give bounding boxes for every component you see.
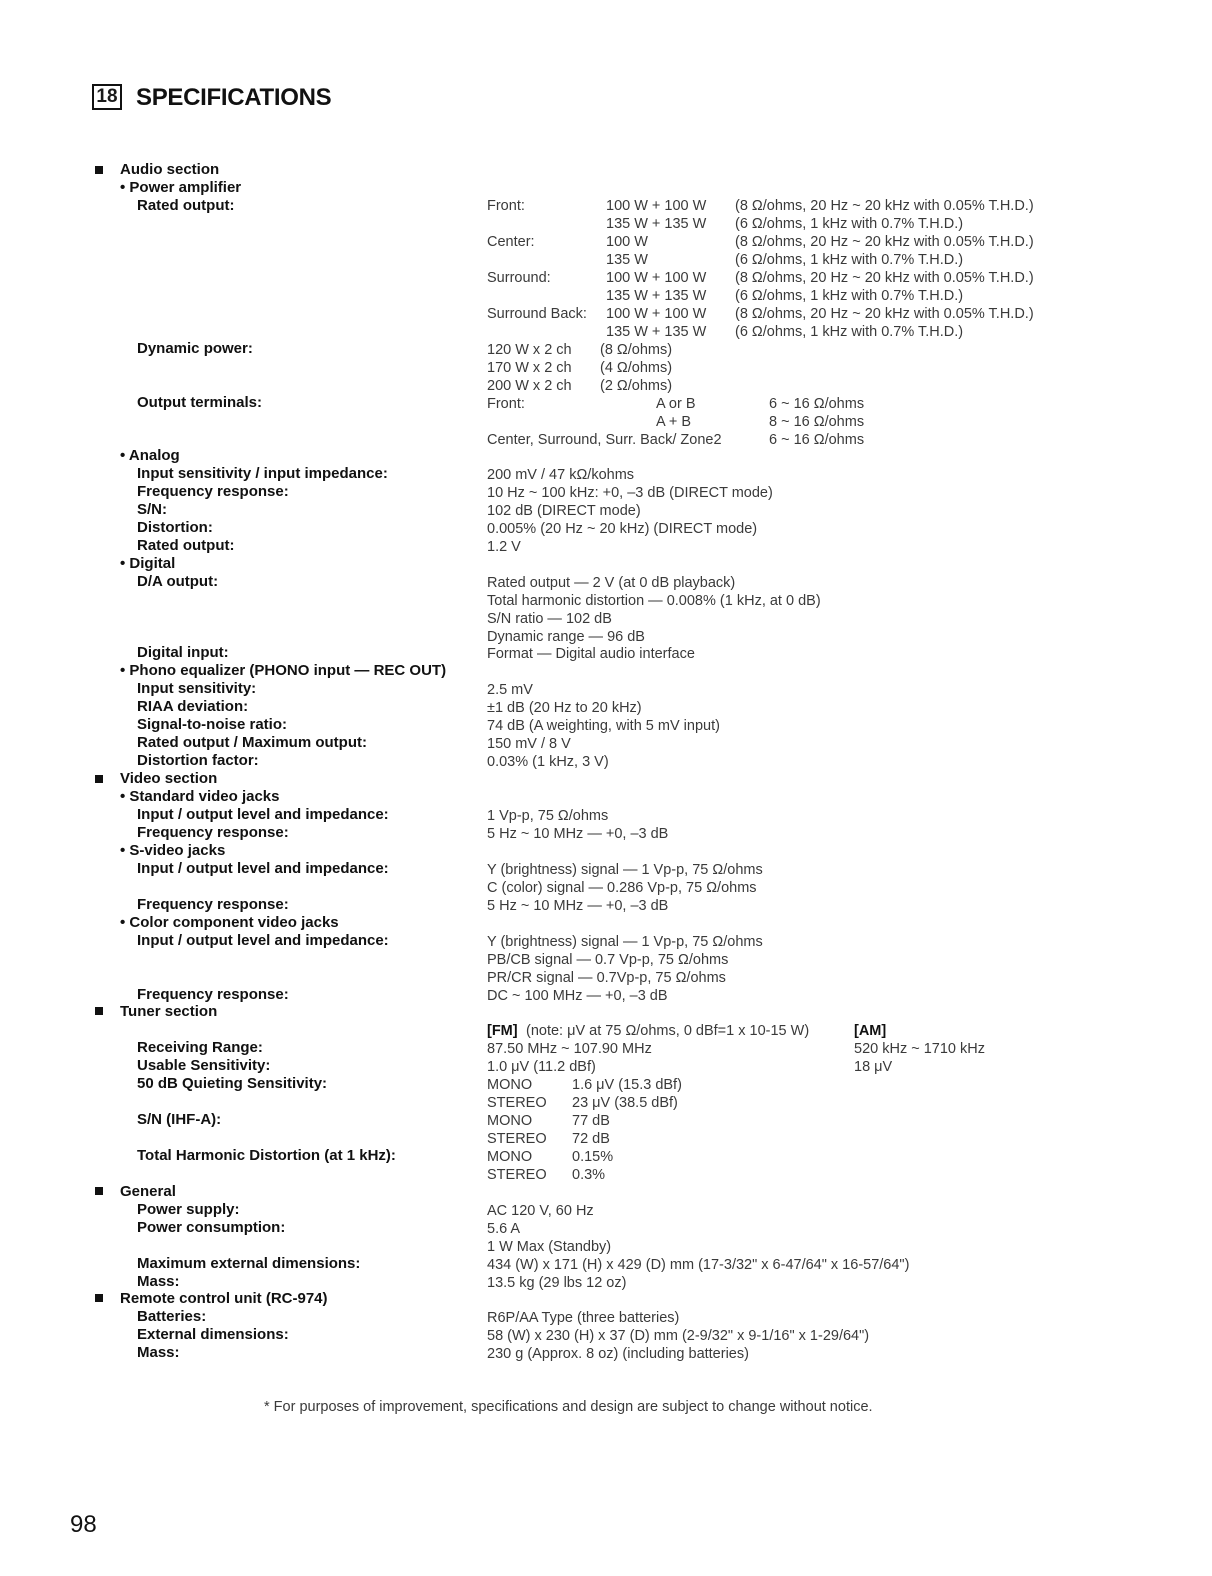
output-terminal-mode: A or B — [656, 396, 696, 412]
std-io-value: 1 Vp-p, 75 Ω/ohms — [487, 808, 609, 824]
page-number: 98 — [70, 1511, 97, 1538]
rated-output-condition: (6 Ω/ohms, 1 kHz with 0.7% T.H.D.) — [735, 288, 964, 304]
receiving-range-label: Receiving Range: — [137, 1039, 263, 1056]
output-terminal-channel: Center, Surround, Surr. Back/ Zone2 — [487, 432, 722, 448]
rated-output-condition: (6 Ω/ohms, 1 kHz with 0.7% T.H.D.) — [735, 216, 964, 232]
fm-usable-value: 1.0 μV (11.2 dBf) — [487, 1059, 596, 1075]
fm-note: (note: μV at 75 Ω/ohms, 0 dBf=1 x 10-15 W) — [526, 1023, 810, 1039]
std-freq-response-label: Frequency response: — [137, 824, 289, 841]
comp-y-value: Y (brightness) signal — 1 Vp-p, 75 Ω/ohms — [487, 934, 763, 950]
analog-rated-output-label: Rated output: — [137, 537, 235, 554]
max-dimensions-label: Maximum external dimensions: — [137, 1255, 361, 1272]
output-terminals-label: Output terminals: — [137, 394, 263, 411]
rated-output-power: 100 W + 100 W — [606, 306, 707, 322]
sn-ihf-label: S/N (IHF-A): — [137, 1111, 222, 1128]
output-terminal-impedance: 6 ~ 16 Ω/ohms — [769, 432, 865, 448]
power-consumption-value: 5.6 A — [487, 1221, 521, 1237]
external-dimensions-label: External dimensions: — [137, 1326, 289, 1343]
general-heading: General — [120, 1183, 176, 1200]
svideo-c-value: C (color) signal — 0.286 Vp-p, 75 Ω/ohms — [487, 880, 757, 896]
std-freq-value: 5 Hz ~ 10 MHz — +0, –3 dB — [487, 826, 669, 842]
power-supply-label: Power supply: — [137, 1201, 240, 1218]
rated-output-power: 135 W + 135 W — [606, 216, 707, 232]
dynamic-power-value: 120 W x 2 ch — [487, 342, 572, 358]
remote-control-heading: Remote control unit (RC-974) — [120, 1290, 328, 1307]
section-number-box — [92, 84, 122, 110]
rated-output-power: 100 W + 100 W — [606, 270, 707, 286]
remote-mass-label: Mass: — [137, 1344, 180, 1361]
dynamic-power-value: 200 W x 2 ch — [487, 378, 572, 394]
rated-output-channel: Surround Back: — [487, 306, 587, 322]
batteries-value: R6P/AA Type (three batteries) — [487, 1310, 680, 1326]
std-io-level-label: Input / output level and impedance: — [137, 806, 389, 823]
power-amplifier-heading: • Power amplifier — [120, 179, 242, 196]
analog-input-value: 200 mV / 47 kΩ/kohms — [487, 467, 635, 483]
tuner-mode: STEREO — [487, 1131, 547, 1147]
svideo-freq-value: 5 Hz ~ 10 MHz — +0, –3 dB — [487, 898, 669, 914]
page-title: SPECIFICATIONS — [136, 84, 332, 111]
phono-input-sensitivity-label: Input sensitivity: — [137, 680, 257, 697]
rated-output-power: 100 W — [606, 234, 648, 250]
section-number: 18 — [96, 86, 118, 107]
remote-mass-value: 230 g (Approx. 8 oz) (including batteries) — [487, 1346, 749, 1362]
phono-rated-value: 150 mV / 8 V — [487, 736, 571, 752]
da-thd-value: Total harmonic distortion — 0.008% (1 kHz, at 0 dB) — [487, 593, 821, 609]
digital-heading: • Digital — [120, 555, 176, 572]
tuner-section-bullet — [95, 1007, 103, 1015]
remote-dimensions-value: 58 (W) x 230 (H) x 37 (D) mm (2-9/32" x 9-1/16" x 1-29/64") — [487, 1328, 870, 1344]
rated-output-power: 135 W — [606, 252, 648, 268]
comp-freq-response-label: Frequency response: — [137, 986, 289, 1003]
mass-value: 13.5 kg (29 lbs 12 oz) — [487, 1275, 627, 1291]
standby-value: 1 W Max (Standby) — [487, 1239, 612, 1255]
mass-label: Mass: — [137, 1273, 180, 1290]
tuner-mode-value: 0.15% — [572, 1149, 614, 1165]
analog-sn-value: 102 dB (DIRECT mode) — [487, 503, 641, 519]
analog-rated-value: 1.2 V — [487, 539, 521, 555]
rated-output-power: 100 W + 100 W — [606, 198, 707, 214]
analog-heading: • Analog — [120, 447, 180, 464]
riaa-deviation-label: RIAA deviation: — [137, 698, 249, 715]
am-tag: [AM] — [854, 1023, 887, 1039]
rated-output-condition: (8 Ω/ohms, 20 Hz ~ 20 kHz with 0.05% T.H.D.) — [735, 306, 1034, 322]
rated-output-condition: (8 Ω/ohms, 20 Hz ~ 20 kHz with 0.05% T.H.D.) — [735, 270, 1034, 286]
thd-label: Total Harmonic Distortion (at 1 kHz): — [137, 1147, 396, 1164]
svideo-io-level-label: Input / output level and impedance: — [137, 860, 389, 877]
power-supply-value: AC 120 V, 60 Hz — [487, 1203, 594, 1219]
am-usable-value: 18 μV — [854, 1059, 893, 1075]
tuner-mode: MONO — [487, 1113, 533, 1129]
tuner-mode: MONO — [487, 1149, 533, 1165]
am-range-value: 520 kHz ~ 1710 kHz — [854, 1041, 985, 1057]
video-section-heading: Video section — [120, 770, 218, 787]
input-sensitivity-impedance-label: Input sensitivity / input impedance: — [137, 465, 388, 482]
remote-section-bullet — [95, 1294, 103, 1302]
da-rated-value: Rated output — 2 V (at 0 dB playback) — [487, 575, 736, 591]
general-section-bullet — [95, 1187, 103, 1195]
power-consumption-label: Power consumption: — [137, 1219, 286, 1236]
rated-output-condition: (8 Ω/ohms, 20 Hz ~ 20 kHz with 0.05% T.H.D.) — [735, 234, 1034, 250]
footnote: * For purposes of improvement, specifications and design are subject to change without notice. — [264, 1399, 873, 1415]
dynamic-power-impedance: (8 Ω/ohms) — [600, 342, 673, 358]
max-dimensions-value: 434 (W) x 171 (H) x 429 (D) mm (17-3/32" x 6-47/64" x 16-57/64") — [487, 1257, 910, 1273]
rated-output-channel: Center: — [487, 234, 535, 250]
rated-output-condition: (8 Ω/ohms, 20 Hz ~ 20 kHz with 0.05% T.H.D.) — [735, 198, 1034, 214]
tuner-section-heading: Tuner section — [120, 1003, 218, 1020]
standard-video-jacks-heading: • Standard video jacks — [120, 788, 280, 805]
rated-output-power: 135 W + 135 W — [606, 288, 707, 304]
dynamic-power-impedance: (2 Ω/ohms) — [600, 378, 673, 394]
video-section-bullet — [95, 775, 103, 783]
digital-input-label: Digital input: — [137, 644, 229, 661]
rated-output-power: 135 W + 135 W — [606, 324, 707, 340]
audio-section-bullet — [95, 166, 103, 174]
output-terminal-impedance: 6 ~ 16 Ω/ohms — [769, 396, 865, 412]
component-video-jacks-heading: • Color component video jacks — [120, 914, 339, 931]
da-sn-value: S/N ratio — 102 dB — [487, 611, 612, 627]
phono-equalizer-heading: • Phono equalizer (PHONO input — REC OUT) — [120, 662, 447, 679]
phono-sn-value: 74 dB (A weighting, with 5 mV input) — [487, 718, 720, 734]
tuner-mode-value: 0.3% — [572, 1167, 606, 1183]
comp-pr-value: PR/CR signal — 0.7Vp-p, 75 Ω/ohms — [487, 970, 726, 986]
da-range-value: Dynamic range — 96 dB — [487, 629, 645, 645]
phono-riaa-value: ±1 dB (20 Hz to 20 kHz) — [487, 700, 642, 716]
phono-dist-value: 0.03% (1 kHz, 3 V) — [487, 754, 609, 770]
svideo-jacks-heading: • S-video jacks — [120, 842, 226, 859]
da-output-label: D/A output: — [137, 573, 219, 590]
dynamic-power-value: 170 W x 2 ch — [487, 360, 572, 376]
quieting-sensitivity-label: 50 dB Quieting Sensitivity: — [137, 1075, 328, 1092]
digital-format-value: Format — Digital audio interface — [487, 646, 695, 662]
tuner-mode: STEREO — [487, 1167, 547, 1183]
rated-output-channel: Surround: — [487, 270, 551, 286]
output-terminal-impedance: 8 ~ 16 Ω/ohms — [769, 414, 865, 430]
rated-output-label: Rated output: — [137, 197, 235, 214]
rated-output-condition: (6 Ω/ohms, 1 kHz with 0.7% T.H.D.) — [735, 252, 964, 268]
comp-freq-value: DC ~ 100 MHz — +0, –3 dB — [487, 988, 668, 1004]
tuner-mode: MONO — [487, 1077, 533, 1093]
tuner-mode-value: 1.6 μV (15.3 dBf) — [572, 1077, 682, 1093]
tuner-mode-value: 72 dB — [572, 1131, 610, 1147]
rated-max-output-label: Rated output / Maximum output: — [137, 734, 367, 751]
tuner-mode-value: 77 dB — [572, 1113, 610, 1129]
analog-freq-value: 10 Hz ~ 100 kHz: +0, –3 dB (DIRECT mode) — [487, 485, 773, 501]
tuner-mode: STEREO — [487, 1095, 547, 1111]
phono-sens-value: 2.5 mV — [487, 682, 533, 698]
dynamic-power-label: Dynamic power: — [137, 340, 253, 357]
output-terminal-channel: Front: — [487, 396, 525, 412]
sn-label: S/N: — [137, 501, 167, 518]
frequency-response-label: Frequency response: — [137, 483, 289, 500]
output-terminal-mode: A + B — [656, 414, 692, 430]
batteries-label: Batteries: — [137, 1308, 207, 1325]
tuner-mode-value: 23 μV (38.5 dBf) — [572, 1095, 678, 1111]
svideo-y-value: Y (brightness) signal — 1 Vp-p, 75 Ω/ohms — [487, 862, 763, 878]
audio-section-heading: Audio section — [120, 161, 220, 178]
analog-distortion-value: 0.005% (20 Hz ~ 20 kHz) (DIRECT mode) — [487, 521, 758, 537]
distortion-label: Distortion: — [137, 519, 213, 536]
usable-sensitivity-label: Usable Sensitivity: — [137, 1057, 271, 1074]
comp-pb-value: PB/CB signal — 0.7 Vp-p, 75 Ω/ohms — [487, 952, 729, 968]
comp-io-level-label: Input / output level and impedance: — [137, 932, 389, 949]
dynamic-power-impedance: (4 Ω/ohms) — [600, 360, 673, 376]
rated-output-channel: Front: — [487, 198, 525, 214]
signal-to-noise-label: Signal-to-noise ratio: — [137, 716, 287, 733]
fm-range-value: 87.50 MHz ~ 107.90 MHz — [487, 1041, 652, 1057]
distortion-factor-label: Distortion factor: — [137, 752, 259, 769]
rated-output-condition: (6 Ω/ohms, 1 kHz with 0.7% T.H.D.) — [735, 324, 964, 340]
svideo-freq-response-label: Frequency response: — [137, 896, 289, 913]
fm-tag: [FM] — [487, 1023, 518, 1039]
